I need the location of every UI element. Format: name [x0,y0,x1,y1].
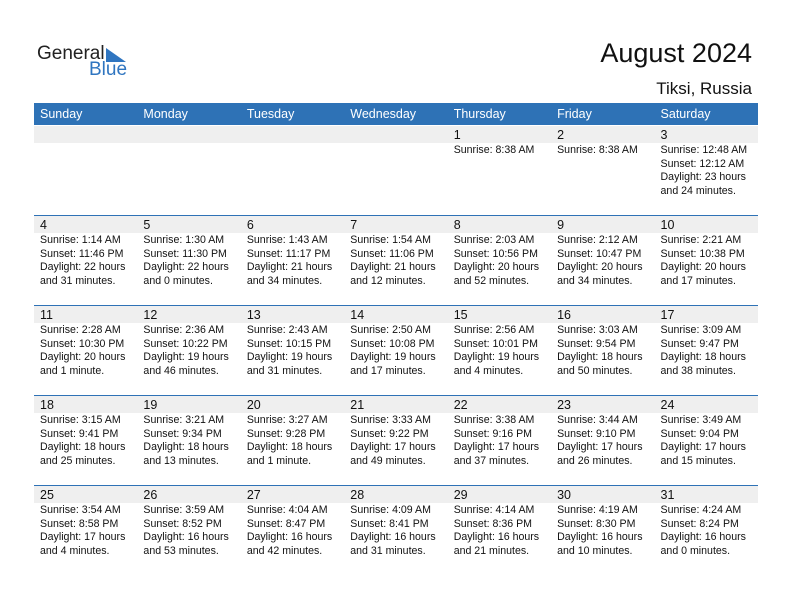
sun-info-line: Sunrise: 2:50 AM [350,324,431,336]
day-cell [137,486,240,575]
sun-info-line: and 24 minutes. [660,184,736,197]
day-number: 29 [448,486,551,503]
sun-info-line: Sunset: 11:30 PM [143,247,227,260]
day-number: 19 [137,396,240,413]
sun-info-line: Daylight: 17 hours [40,531,126,543]
day-cell [448,216,551,305]
sun-info-line: Daylight: 19 hours [453,351,540,363]
sun-info-line: Daylight: 20 hours [557,261,643,273]
day-cell [448,486,551,575]
sun-info-line: and 49 minutes. [350,454,426,467]
sun-info-line: Sunset: 8:30 PM [557,517,636,530]
sun-info-line: Sunrise: 4:04 AM [246,504,328,516]
day-cell [241,216,344,305]
day-cell [448,306,551,395]
day-cell [34,486,137,575]
sun-info-line: Sunset: 9:04 PM [660,427,739,440]
day-number: 26 [137,486,240,503]
day-number: 6 [241,216,344,233]
sun-info-line: Sunrise: 1:54 AM [350,234,431,246]
day-number: 27 [241,486,344,503]
sun-info-line: Sunset: 10:38 PM [660,247,745,260]
sun-info-line: Sunrise: 3:27 AM [246,414,328,426]
sun-info-line: Daylight: 17 hours [557,441,643,453]
sun-info-line: Sunrise: 1:14 AM [40,234,121,246]
sun-info-line: Daylight: 19 hours [246,351,333,363]
sun-info-line: Daylight: 18 hours [557,351,643,363]
day-cell [241,306,344,395]
day-cell [344,216,447,305]
sun-info-line: Sunset: 10:30 PM [40,337,125,350]
sun-info-line: and 42 minutes. [246,544,323,557]
day-cell [137,216,240,305]
day-number: 3 [655,126,758,143]
sun-info-line: Sunset: 10:47 PM [557,247,642,260]
sun-info-line: Sunset: 11:06 PM [350,247,434,260]
day-number: 7 [344,216,447,233]
sun-info-line: Daylight: 16 hours [453,531,540,543]
sun-info-line: Sunrise: 1:43 AM [246,234,328,246]
day-number: 24 [655,396,758,413]
sun-info-line: Sunset: 8:47 PM [246,517,326,530]
day-number: 13 [241,306,344,323]
day-number: 4 [34,216,137,233]
sun-info-line: and 38 minutes. [660,364,736,377]
sun-info-line: Daylight: 16 hours [557,531,643,543]
sun-info-line: Daylight: 18 hours [143,441,229,453]
sun-info-line: and 15 minutes. [660,454,736,467]
day-cell [34,306,137,395]
page-title: August 2024 [600,38,752,68]
sun-info-line: and 1 minute. [40,364,105,377]
sun-info-line: and 31 minutes. [350,544,426,557]
sun-info-line: and 4 minutes. [453,364,524,377]
calendar-week [34,485,758,575]
sun-info-line: and 10 minutes. [557,544,633,557]
sun-info-line: Sunrise: 2:56 AM [453,324,535,336]
sun-info-line: Sunrise: 3:54 AM [40,504,121,516]
day-cell [34,216,137,305]
logo-blue: Blue [89,59,128,80]
sun-info-line: Daylight: 17 hours [453,441,540,453]
sun-info-line: Sunrise: 3:49 AM [660,414,742,426]
calendar-week [34,215,758,305]
day-number [241,126,344,143]
day-cell [551,126,654,216]
sun-info-line: Sunset: 11:17 PM [246,247,331,260]
sun-info-line: Sunset: 10:08 PM [350,337,435,350]
sun-info-line: Sunset: 8:36 PM [453,517,533,530]
weekday-monday: Monday [143,107,188,121]
sun-info-line: Sunset: 11:46 PM [40,247,124,260]
day-number: 28 [344,486,447,503]
weekday-sunday: Sunday [40,107,83,121]
weekday-friday: Friday [557,107,592,121]
sun-info-line: Sunrise: 3:33 AM [350,414,431,426]
sun-info-line: Sunset: 8:52 PM [143,517,222,530]
sun-info-line: Daylight: 16 hours [143,531,229,543]
day-cell [551,396,654,485]
sun-info-line: Sunset: 9:34 PM [143,427,222,440]
sun-info-line: Sunrise: 8:38 AM [453,144,535,156]
sun-info-line: Sunrise: 2:36 AM [143,324,225,336]
day-number: 23 [551,396,654,413]
day-cell [344,396,447,485]
sun-info-line: Sunset: 9:10 PM [557,427,636,440]
sun-info-line: Daylight: 22 hours [40,261,126,273]
sun-info-line: Sunrise: 1:30 AM [143,234,225,246]
day-cell [344,126,447,216]
sun-info-line: Sunrise: 4:19 AM [557,504,638,516]
sun-info-line: Daylight: 16 hours [350,531,436,543]
day-number: 15 [448,306,551,323]
sun-info-line: Sunrise: 4:09 AM [350,504,431,516]
sun-info-line: Sunset: 8:58 PM [40,517,119,530]
sun-info-line: and 1 minute. [246,454,312,467]
sun-info-line: and 31 minutes. [246,364,323,377]
sun-info-line: Sunset: 9:47 PM [660,337,739,350]
day-number: 12 [137,306,240,323]
day-number: 11 [34,306,137,323]
day-number: 10 [655,216,758,233]
calendar-week [34,305,758,395]
sun-info-line: Sunset: 10:15 PM [246,337,332,350]
day-cell [344,486,447,575]
day-cell [551,306,654,395]
sun-info-line: Sunrise: 3:59 AM [143,504,225,516]
sun-info-line: Sunset: 9:41 PM [40,427,119,440]
day-cell [655,486,758,575]
sun-info-line: and 50 minutes. [557,364,633,377]
logo-general: General [37,43,105,64]
sun-info-line: and 34 minutes. [557,274,633,287]
day-number: 1 [448,126,551,143]
sun-info-line: Sunrise: 12:48 AM [660,144,748,156]
sun-info-line: Sunrise: 2:03 AM [453,234,535,246]
day-cell [137,396,240,485]
sun-info-line: Sunset: 12:12 AM [660,157,745,170]
sun-info-line: Sunrise: 4:24 AM [660,504,742,516]
day-number [137,126,240,143]
sun-info-line: Sunrise: 3:15 AM [40,414,121,426]
sun-info-line: Sunrise: 3:09 AM [660,324,742,336]
sun-info-line: Sunrise: 3:21 AM [143,414,225,426]
day-number: 17 [655,306,758,323]
sun-info-line: Sunset: 10:56 PM [453,247,538,260]
sun-info-line: Sunset: 8:41 PM [350,517,429,530]
sun-info-line: Daylight: 17 hours [350,441,436,453]
sun-info-line: and 26 minutes. [557,454,633,467]
day-number [34,126,137,143]
sun-info-line: and 12 minutes. [350,274,426,287]
day-number: 16 [551,306,654,323]
sun-info-line: and 4 minutes. [40,544,110,557]
sun-info-line: Sunset: 9:22 PM [350,427,429,440]
day-number: 30 [551,486,654,503]
sun-info-line: Daylight: 20 hours [453,261,540,273]
sun-info-line: Daylight: 19 hours [143,351,229,363]
sun-info-line: and 17 minutes. [350,364,426,377]
day-cell [34,126,137,216]
location: Tiksi, Russia [656,79,752,98]
sun-info-line: and 21 minutes. [453,544,530,557]
sun-info-line: and 31 minutes. [40,274,116,287]
sun-info-line: Sunrise: 4:14 AM [453,504,535,516]
sun-info-line: Sunrise: 3:44 AM [557,414,638,426]
day-number: 5 [137,216,240,233]
sun-info-line: Sunrise: 2:12 AM [557,234,638,246]
sun-info-line: Daylight: 17 hours [660,441,746,453]
day-cell [448,396,551,485]
sun-info-line: Sunset: 9:54 PM [557,337,636,350]
day-cell [655,216,758,305]
day-number [344,126,447,143]
sun-info-line: Sunset: 10:01 PM [453,337,538,350]
sun-info-line: and 46 minutes. [143,364,219,377]
day-number: 21 [344,396,447,413]
sun-info-line: and 34 minutes. [246,274,323,287]
weekday-saturday: Saturday [660,107,711,121]
day-cell [655,306,758,395]
weekday-thursday: Thursday [453,107,506,121]
day-number: 20 [241,396,344,413]
day-cell [137,126,240,216]
sun-info-line: Daylight: 16 hours [660,531,746,543]
sun-info-line: Daylight: 20 hours [40,351,126,363]
sun-info-line: and 0 minutes. [143,274,213,287]
sun-info-line: Daylight: 23 hours [660,171,746,183]
day-cell [137,306,240,395]
day-cell [241,126,344,216]
sun-info-line: Daylight: 20 hours [660,261,746,273]
sun-info-line: Daylight: 18 hours [246,441,333,453]
sun-info-line: Daylight: 18 hours [660,351,746,363]
sun-info-line: and 13 minutes. [143,454,219,467]
sun-info-line: and 37 minutes. [453,454,530,467]
day-cell [241,486,344,575]
day-number: 9 [551,216,654,233]
day-number: 8 [448,216,551,233]
weekday-wednesday: Wednesday [350,107,417,121]
day-cell [655,396,758,485]
sun-info-line: and 53 minutes. [143,544,219,557]
sun-info-line: Sunset: 9:28 PM [246,427,326,440]
sun-info-line: Daylight: 21 hours [350,261,436,273]
sun-info-line: and 52 minutes. [453,274,530,287]
sun-info-line: Sunrise: 3:38 AM [453,414,535,426]
sun-info-line: Sunrise: 2:28 AM [40,324,121,336]
day-number: 2 [551,126,654,143]
sun-info-line: Sunrise: 2:21 AM [660,234,742,246]
day-cell [655,126,758,216]
sun-info-line: Daylight: 21 hours [246,261,333,273]
day-number: 14 [344,306,447,323]
day-number: 25 [34,486,137,503]
sun-info-line: and 0 minutes. [660,544,731,557]
sun-info-line: and 25 minutes. [40,454,116,467]
day-cell [448,126,551,216]
day-number: 18 [34,396,137,413]
sun-info-line: Daylight: 18 hours [40,441,126,453]
sun-info-line: Daylight: 19 hours [350,351,436,363]
weekday-header [34,103,758,125]
day-cell [551,486,654,575]
calendar-week [34,395,758,485]
logo [37,43,137,83]
day-number: 31 [655,486,758,503]
day-cell [34,396,137,485]
sun-info-line: and 17 minutes. [660,274,736,287]
sun-info-line: Sunset: 8:24 PM [660,517,739,530]
sun-info-line: Sunrise: 3:03 AM [557,324,638,336]
day-cell [551,216,654,305]
sun-info-line: Sunrise: 2:43 AM [246,324,328,336]
sun-info-line: Sunset: 10:22 PM [143,337,228,350]
day-number: 22 [448,396,551,413]
sun-info-line: Daylight: 22 hours [143,261,229,273]
day-cell [344,306,447,395]
day-cell [241,396,344,485]
weekday-tuesday: Tuesday [246,107,295,121]
sun-info-line: Daylight: 16 hours [246,531,333,543]
calendar-week [34,126,758,216]
sun-info-line: Sunrise: 8:38 AM [557,144,638,156]
sun-info-line: Sunset: 9:16 PM [453,427,533,440]
